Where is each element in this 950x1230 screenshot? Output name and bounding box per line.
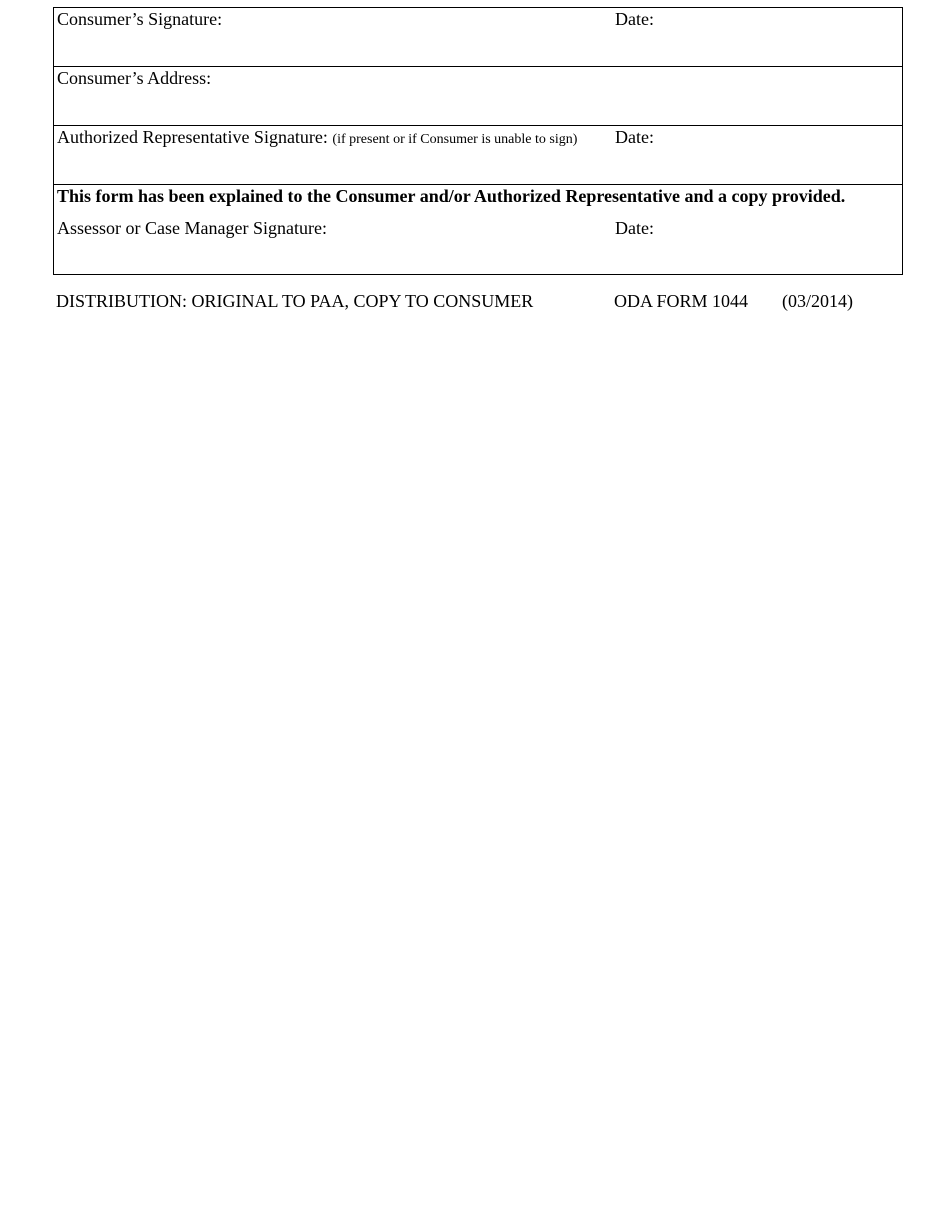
assessor-row[interactable]: [54, 185, 902, 275]
consumer-signature-row[interactable]: [54, 8, 902, 67]
form-number: ODA FORM 1044: [614, 291, 749, 311]
consumer-address-row[interactable]: [54, 67, 902, 126]
consumer-address-label: Consumer’s Address:: [57, 68, 212, 88]
authorized-rep-date-label: Date:: [615, 127, 654, 147]
signature-form-table: [53, 7, 903, 275]
assessor-signature-label: Assessor or Case Manager Signature:: [57, 218, 327, 238]
authorized-rep-note: (if present or if Consumer is unable to sign): [332, 132, 578, 147]
authorized-rep-label: Authorized Representative Signature:: [57, 127, 328, 147]
assessor-date-label: Date:: [615, 218, 654, 238]
authorized-representative-row[interactable]: [54, 126, 902, 185]
distribution-note: DISTRIBUTION: ORIGINAL TO PAA, COPY TO CONSUMER: [56, 291, 534, 311]
form-revision-date: (03/2014): [782, 291, 853, 311]
consumer-signature-label: Consumer’s Signature:: [57, 9, 223, 29]
consumer-signature-date-label: Date:: [615, 9, 654, 29]
authorized-rep-label-group: [57, 127, 577, 150]
explanation-statement: This form has been explained to the Consumer and/or Authorized Representative and a copy provided.: [57, 186, 846, 206]
